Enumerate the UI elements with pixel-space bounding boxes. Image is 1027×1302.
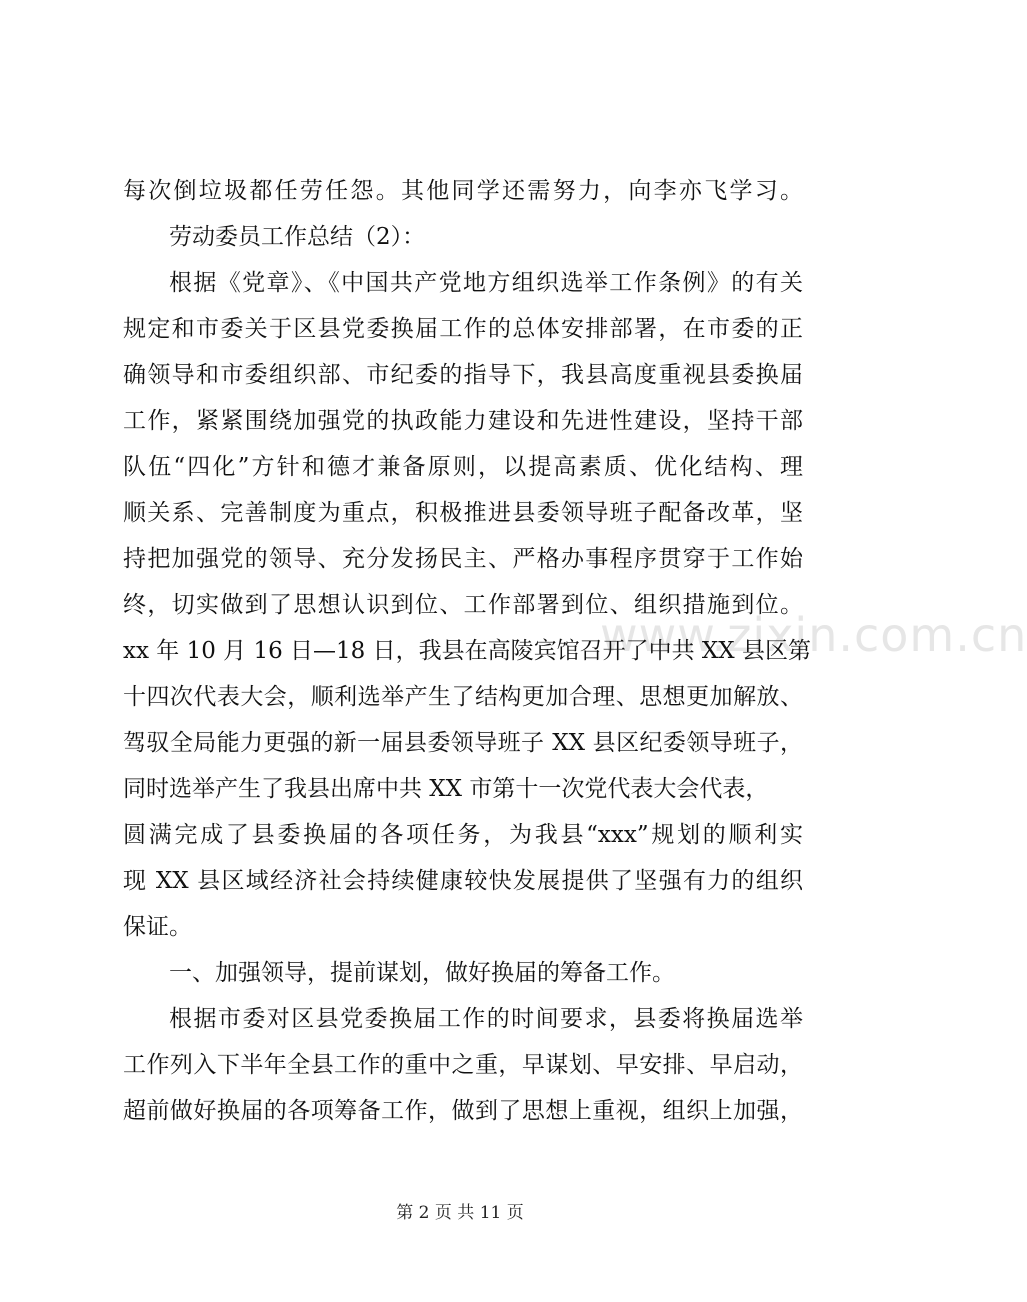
text-line: xx 年 10 月 16 日—18 日，我县在高陵宾馆召开了中共 XX 县区第 xyxy=(123,638,811,664)
document-body xyxy=(123,168,811,1134)
text-line: 终，切实做到了思想认识到位、工作部署到位、组织措施到位。 xyxy=(123,592,803,618)
text-line: 根据《党章》、《中国共产党地方组织选举工作条例》的有关 xyxy=(169,270,803,296)
section-heading: 一、加强领导，提前谋划，做好换届的筹备工作。 xyxy=(169,960,675,986)
text-line: 十四次代表大会，顺利选举产生了结构更加合理、思想更加解放、 xyxy=(123,684,803,710)
text-line: 驾驭全局能力更强的新一届县委领导班子 XX 县区纪委领导班子， xyxy=(123,730,803,756)
text-line: 每次倒垃圾都任劳任怨。其他同学还需努力，向李亦飞学习。 xyxy=(123,178,803,204)
text-line: 圆满完成了县委换届的各项任务，为我县“xxx”规划的顺利实 xyxy=(123,822,803,848)
text-line: 确领导和市委组织部、市纪委的指导下，我县高度重视县委换届 xyxy=(123,362,803,388)
page-number-footer: 第 2 页 共 11 页 xyxy=(396,1203,524,1223)
text-line: 持把加强党的领导、充分发扬民主、严格办事程序贯穿于工作始 xyxy=(123,546,803,572)
text-line: 现 XX 县区域经济社会持续健康较快发展提供了坚强有力的组织 xyxy=(123,868,803,894)
text-line: 同时选举产生了我县出席中共 XX 市第十一次党代表大会代表， xyxy=(123,776,769,802)
text-line: 根据市委对区县党委换届工作的时间要求，县委将换届选举 xyxy=(169,1006,803,1032)
text-line: 顺关系、完善制度为重点，积极推进县委领导班子配备改革，坚 xyxy=(123,500,803,526)
text-line: 规定和市委关于区县党委换届工作的总体安排部署，在市委的正 xyxy=(123,316,803,342)
section-heading: 劳动委员工作总结（2）： xyxy=(169,224,426,250)
text-line: 工作列入下半年全县工作的重中之重，早谋划、早安排、早启动， xyxy=(123,1052,803,1078)
text-line: 超前做好换届的各项筹备工作，做到了思想上重视，组织上加强， xyxy=(123,1098,803,1124)
text-line: 保证。 xyxy=(123,914,192,940)
text-line: 工作，紧紧围绕加强党的执政能力建设和先进性建设，坚持干部 xyxy=(123,408,803,434)
text-line: 队伍“四化”方针和德才兼备原则，以提高素质、优化结构、理 xyxy=(123,454,803,480)
watermark: www.zixin.com.cn xyxy=(600,608,1027,662)
